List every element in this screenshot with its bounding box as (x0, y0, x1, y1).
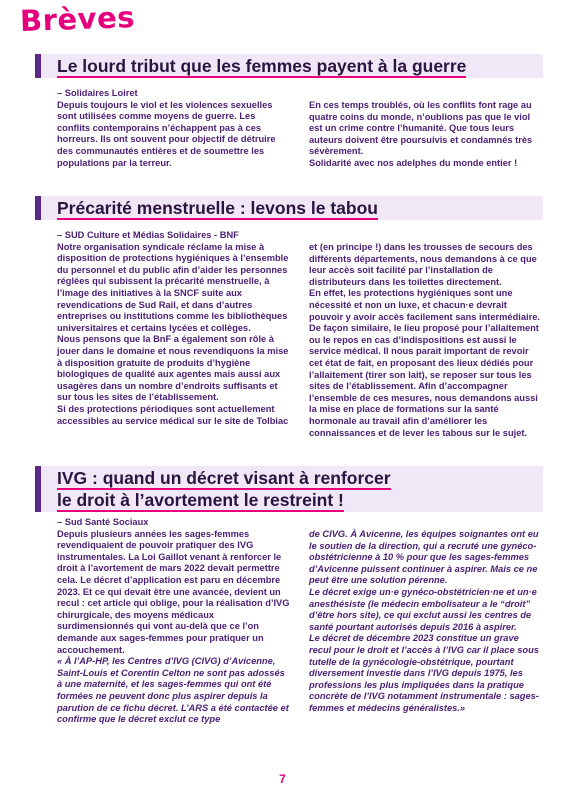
paragraph: En effet, les protections hygiéniques sont une nécessité et non un luxe, et chacun·e devrait pouvoir y avoir accès facilement sans intermédiaire. (309, 288, 540, 322)
column-left (57, 517, 291, 726)
quote-paragraph: de CIVG. À Avicenne, les équipes soignantes ont eu le soutien de la direction, qui a recruté une gynéco-obstétricienne à 10 % pour que les sages-femmes d’Avicenne puissent continuer à aspirer. Mais ce ne peut être une solution pérenne. (309, 529, 539, 586)
article-title: Précarité menstruelle : levons le tabou (57, 198, 378, 218)
article-source: – Solidaires Loiret (57, 88, 138, 98)
column-left (57, 88, 291, 170)
article-war-women (35, 54, 543, 170)
paragraph: Nous pensons que la BnF a également son rôle à jouer dans le domaine et nous revendiquons la mise à disposition gratuite de produits d’hygiène biologiques de qualité aux agentes mais aussi aux usagères dans un nombre d’endroits suffisants et sur tous les sites de l’établissement. (57, 334, 289, 403)
column-right (309, 517, 543, 726)
column-right (309, 88, 543, 170)
article-columns (35, 517, 543, 726)
quote-paragraph: « À l’AP-HP, les Centres d’IVG (CIVG) d’Avicenne, Saint-Louis et Corentin Celton ne sont pas adossés à une maternité, et les sages-femmes qui ont été formées ne peuvent donc plus aspirer depuis la parution de ce fichu décret. L’ARS a été contactée et confirme que le décret exclut ce type (57, 656, 289, 725)
paragraph: Depuis toujours le viol et les violences sexuelles sont utilisées comme moyens de guerre. Les conflits contemporains n’échappent pas à ces horreurs. Ils ont souvent pour objectif de détruire des communautés entières et de soumettre les populations par la terreur. (57, 99, 276, 168)
article-header (35, 196, 543, 220)
paragraph: Depuis plusieurs années les sages-femmes revendiquaient de pouvoir pratiquer des IVG instrumentales. La Loi Gaillot venant à renforcer le droit à l’avortement de mars 2022 devait permettre cela. Le décret d’application est paru en décembre 2023. Et ce qui devait être une avancée, devient un recul : cet article qui oblige, pour la réalisation d’IVG chirurgicale, des moyens médicaux surdimensionnés qui vont au-delà que ce l’on demande aux sages-femmes pour pratiquer un accouchement. (57, 528, 290, 655)
accent-bar (35, 196, 41, 220)
paragraph: Solidarité avec nos adelphes du monde entier ! (309, 157, 518, 168)
article-ivg (35, 466, 543, 726)
quote-paragraph: Le décret de décembre 2023 constitue un grave recul pour le droit et l’accès à l’IVG car il place sous tutelle de la gynécologie-obstétrique, pourtant diversement investie dans l’IVG depuis 1975, les professions les plus impliquées dans la pratique concrète de l’IVG notamment instrumentale : sages-femmes et médecins généralistes.» (309, 633, 539, 713)
article-columns (35, 88, 543, 170)
article-source: – SUD Culture et Médias Solidaires - BNF (57, 230, 239, 240)
article-header (35, 54, 543, 78)
paragraph: et (en principe !) dans les trousses de secours des différents départements, nous demandons à ce que leur accès soit facilité par l’installation de distributeurs dans les toilettes directement. (309, 242, 537, 287)
article-title: Le lourd tribut que les femmes payent à la guerre (57, 56, 467, 76)
column-left (57, 230, 291, 439)
paragraph: De façon similaire, le lieu proposé pour l’allaitement ou le repos en cas d’indispositions est aussi le service médical. Il nous parait important de revoir cet état de fait, en proposant des lieux dédiés pour l’allaitement (tirer son lait), se reposer sur tous les sites de l’établissement. Afin d’accompagner l’ensemble de ces mesures, nous demandons aussi la mise en place de formations sur la santé hormonale au travail afin d’améliorer les connaissances et de lever les tabous sur le sujet. (309, 323, 539, 438)
article-source: – Sud Santé Sociaux (57, 517, 149, 527)
paragraph: En ces temps troublés, où les conflits font rage au quatre coins du monde, n’oublions pas que le viol est un crime contre l’humanité. Que tous leurs auteurs doivent être poursuivis et condamnés très sévèrement. (309, 100, 533, 157)
column-right (309, 230, 543, 439)
masthead-breves: Brèves (19, 0, 136, 38)
page-number: 7 (279, 772, 286, 786)
accent-bar (35, 466, 41, 512)
article-columns (35, 230, 543, 439)
quote-paragraph: Le décret exige un·e gynéco-obstétricien·ne et un·e anesthésiste (le médecin embolisateur a le “droit” d’être hors site), ce qui exclut aussi les centres de santé pourtant autorisés depuis 2016 à aspirer. (309, 586, 537, 632)
paragraph: Si des protections périodiques sont actuellement accessibles au service médical sur le site de Tolbiac (57, 403, 289, 426)
article-title: IVG : quand un décret visant à renforcer le droit à l’avortement le restreint ! (57, 468, 391, 510)
article-header (35, 466, 543, 512)
paragraph: Notre organisation syndicale réclame la mise à disposition de protections hygiéniques à l’ensemble du personnel et du public afin d’aider les personnes réglées qui subissent la précarité menstruelle, à l’image des initiatives à la SNCF suite aux revendications de Sud Rail, et dans d’autres entreprises ou institutions comme les bibliothèques universitaires et certains lycées et collèges. (57, 241, 289, 333)
article-menstrual (35, 196, 543, 439)
accent-bar (35, 54, 41, 78)
